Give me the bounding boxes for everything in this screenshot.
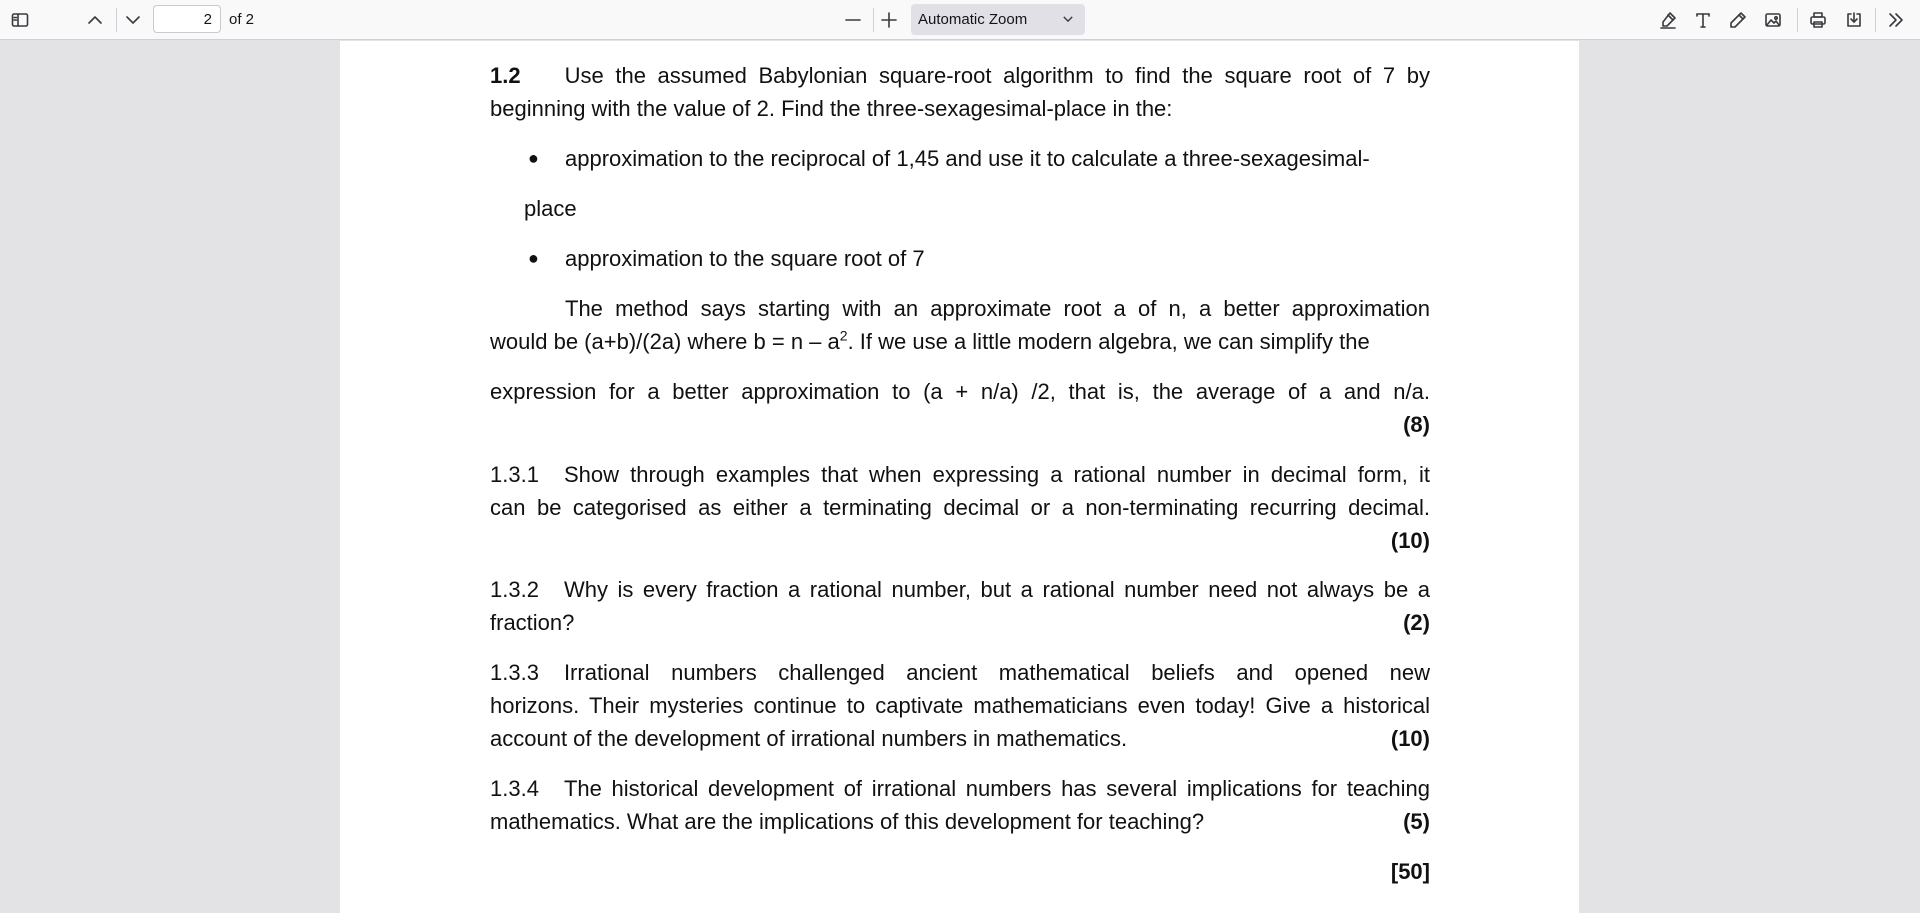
draw-button[interactable] <box>1724 6 1752 34</box>
question-number: 1.3.1 <box>490 462 539 487</box>
zoom-out-button[interactable] <box>839 6 867 34</box>
print-button[interactable] <box>1804 6 1832 34</box>
download-icon <box>1844 10 1864 30</box>
bullet-icon: ● <box>528 148 539 168</box>
question-text: Use the assumed Babylonian square-root algorithm to find the square root of 7 by <box>564 63 1430 88</box>
q134-line2: mathematics. What are the implications of this development for teaching? <box>490 809 1205 834</box>
question-text: Show through examples that when expressing a rational number in decimal form, it <box>563 462 1430 487</box>
chevron-down-icon <box>123 10 143 30</box>
q12-line1 <box>490 59 1430 92</box>
list-item-text: approximation to the reciprocal of 1,45 and use it to calculate a three-sexagesimal- <box>565 146 1370 171</box>
method-text: would be (a+b)/(2a) where b = n – a <box>490 329 840 354</box>
toolbar-divider <box>873 8 874 32</box>
question-number: 1.3.3 <box>490 660 539 685</box>
previous-page-button[interactable] <box>81 6 109 34</box>
toolbar-divider <box>1797 8 1798 32</box>
q132-line2: fraction? <box>490 610 575 635</box>
marks-badge: (8) <box>1403 412 1430 437</box>
pdf-page <box>340 41 1579 913</box>
image-icon <box>1763 10 1783 30</box>
double-chevron-right-icon <box>1886 10 1906 30</box>
chevron-up-icon <box>85 10 105 30</box>
marks-badge: (10) <box>1390 528 1430 553</box>
method-line1: The method says starting with an approximate root a of n, a better approximation <box>565 296 1430 321</box>
total-marks: [50] <box>1390 859 1430 884</box>
question-text: Irrational numbers challenged ancient mathematical beliefs and opened new <box>563 660 1430 685</box>
question-number: 1.3.2 <box>490 577 539 602</box>
question-number: 1.3.4 <box>490 776 539 801</box>
highlight-button[interactable] <box>1654 6 1682 34</box>
pdf-toolbar <box>0 0 1920 40</box>
bullet-icon: ● <box>528 248 539 268</box>
q12-line2: beginning with the value of 2. Find the three-sexagesimal-place in the: <box>490 96 1173 121</box>
method-line3: expression for a better approximation to (a + n/a) /2, that is, the average of a and n/a. <box>490 379 1430 404</box>
save-button[interactable] <box>1840 6 1868 34</box>
zoom-select[interactable] <box>911 4 1085 35</box>
list-item-wrap: place <box>524 196 577 221</box>
marks-badge: (10) <box>1390 726 1430 751</box>
zoom-select-value: Automatic Zoom <box>918 11 1028 28</box>
toolbar-divider <box>1875 8 1876 32</box>
q131-line2: can be categorised as either a terminating decimal or a non-terminating recurring decimal. <box>490 495 1430 520</box>
page-count-label: of 2 <box>229 11 255 28</box>
q133-line3: account of the development of irrational numbers in mathematics. <box>490 726 1128 751</box>
pencil-icon <box>1728 10 1748 30</box>
method-text: . If we use a little modern algebra, we can simplify the <box>847 329 1370 354</box>
q132-line1 <box>490 573 1430 606</box>
printer-icon <box>1808 10 1828 30</box>
zoom-in-button[interactable] <box>875 6 903 34</box>
superscript: 2 <box>839 327 848 344</box>
highlighter-icon <box>1658 10 1678 30</box>
text-icon <box>1693 10 1713 30</box>
question-number: 1.2 <box>490 63 521 88</box>
q134-line1 <box>490 772 1430 805</box>
tools-menu-button[interactable] <box>1882 6 1910 34</box>
toggle-sidebar-button[interactable] <box>6 6 34 34</box>
plus-icon <box>879 10 899 30</box>
q131-line1 <box>490 458 1430 491</box>
toolbar-divider <box>116 8 117 32</box>
question-text: Why is every fraction a rational number, but a rational number need not always be a <box>563 577 1430 602</box>
minus-icon <box>843 10 863 30</box>
page-number-input[interactable] <box>153 5 221 33</box>
marks-badge: (5) <box>1403 809 1430 834</box>
add-image-button[interactable] <box>1759 6 1787 34</box>
list-item-text: approximation to the square root of 7 <box>565 246 925 271</box>
q133-line1 <box>490 656 1430 689</box>
question-text: The historical development of irrational numbers has several implications for teaching <box>563 776 1430 801</box>
sidebar-icon <box>10 10 30 30</box>
chevron-down-icon <box>1061 12 1075 26</box>
add-text-button[interactable] <box>1689 6 1717 34</box>
method-line2 <box>490 325 1430 358</box>
q133-line2: horizons. Their mysteries continue to captivate mathematicians even today! Give a historical <box>490 693 1430 718</box>
next-page-button[interactable] <box>119 6 147 34</box>
document-viewer[interactable] <box>0 41 1920 913</box>
marks-badge: (2) <box>1403 610 1430 635</box>
